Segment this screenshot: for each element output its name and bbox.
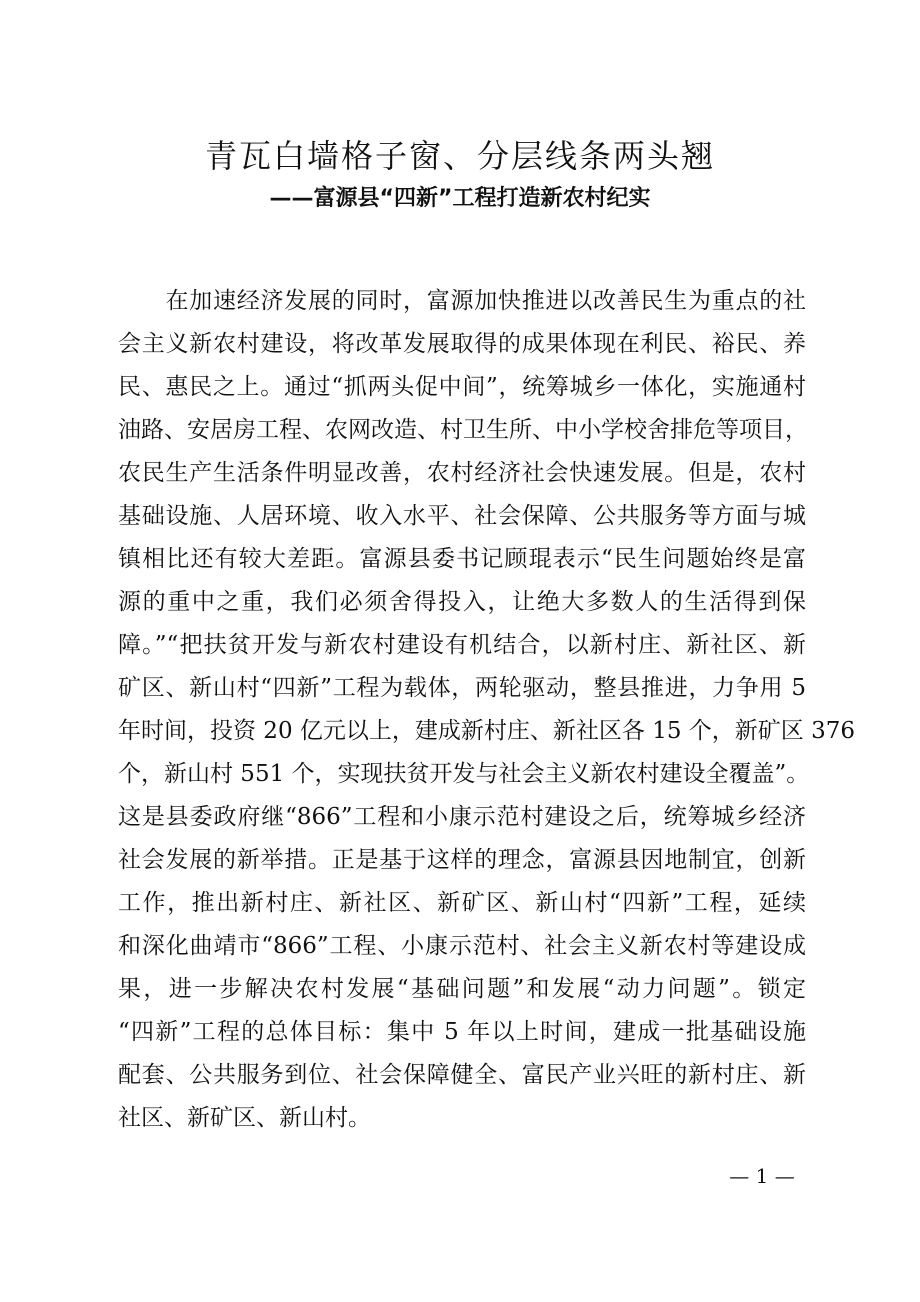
body-line: 会主义新农村建设，将改革发展取得的成果体现在利民、裕民、养 (118, 331, 806, 357)
body-line: 年时间，投资 20 亿元以上，建成新村庄、新社区各 15 个，新矿区 376 (118, 718, 855, 744)
body-line: 果，进一步解决农村发展“基础问题”和发展“动力问题”。锁定 (118, 976, 806, 1002)
body-line: 配套、公共服务到位、社会保障健全、富民产业兴旺的新村庄、新 (118, 1062, 806, 1088)
body-line: 社区、新矿区、新山村。 (118, 1105, 371, 1131)
page-subtitle: ——富源县“四新”工程打造新农村纪实 (269, 186, 651, 211)
page-number: — 1 — (729, 1164, 795, 1188)
body-line: 社会发展的新举措。正是基于这样的理念，富源县因地制宜，创新 (118, 847, 806, 873)
body-line: 障。”“把扶贫开发与新农村建设有机结合，以新村庄、新社区、新 (118, 632, 806, 658)
body-line: “四新”工程的总体目标：集中 5 年以上时间，建成一批基础设施 (118, 1019, 806, 1045)
body-line: 农民生产生活条件明显改善，农村经济社会快速发展。但是，农村 (118, 460, 806, 486)
body-line: 基础设施、人居环境、收入水平、社会保障、公共服务等方面与城 (118, 503, 806, 529)
body-line: 个，新山村 551 个，实现扶贫开发与社会主义新农村建设全覆盖”。 (118, 761, 810, 787)
page-title: 青瓦白墙格子窗、分层线条两头翘 (204, 137, 715, 175)
body-line: 镇相比还有较大差距。富源县委书记顾琨表示“民生问题始终是富 (118, 546, 806, 572)
body-text (118, 280, 855, 1140)
body-line: 在加速经济发展的同时，富源加快推进以改善民生为重点的社 (118, 288, 806, 314)
body-line: 这是县委政府继“866”工程和小康示范村建设之后，统筹城乡经济 (118, 804, 806, 830)
body-line: 源的重中之重，我们必须舍得投入，让绝大多数人的生活得到保 (118, 589, 806, 615)
body-line: 矿区、新山村“四新”工程为载体，两轮驱动，整县推进，力争用 5 (118, 675, 806, 701)
body-line: 民、惠民之上。通过“抓两头促中间”，统筹城乡一体化，实施通村 (118, 374, 806, 400)
body-line: 和深化曲靖市“866”工程、小康示范村、社会主义新农村等建设成 (118, 933, 806, 959)
body-line: 工作，推出新村庄、新社区、新矿区、新山村“四新”工程，延续 (118, 890, 806, 916)
body-line: 油路、安居房工程、农网改造、村卫生所、中小学校舍排危等项目， (118, 417, 808, 443)
